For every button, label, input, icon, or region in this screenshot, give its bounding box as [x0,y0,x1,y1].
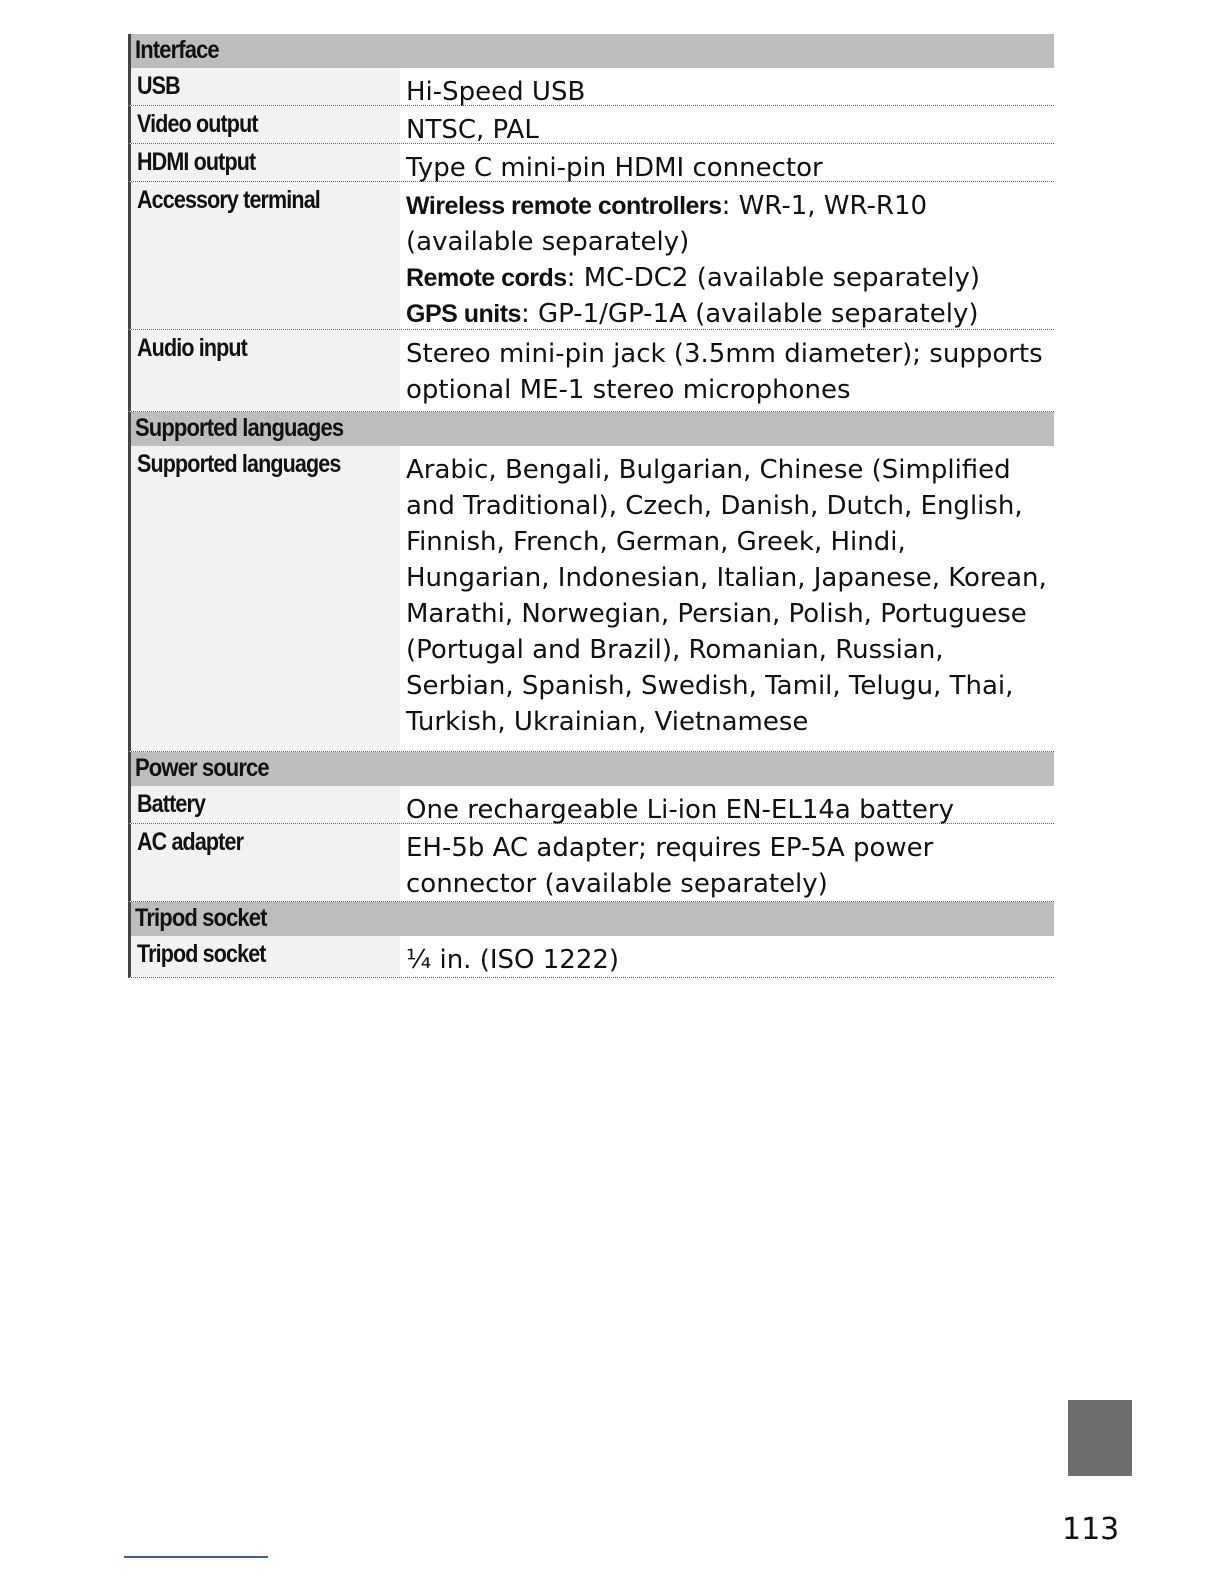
spec-value: ¼ in. (ISO 1222) [406,945,620,975]
spec-label: Audio input [128,330,400,411]
spec-row-tripod-socket [128,936,1054,978]
spec-value: One rechargeable Li-ion EN-EL14a battery [406,795,954,825]
accessory-wireless: Wireless remote controllers: WR-1, WR-R10 (available separately) [406,191,928,257]
page-number: 113 [1062,1512,1120,1547]
spec-value: Type C mini-pin HDMI connector [406,153,823,183]
section-title: Interface [135,36,219,64]
spec-label: Video output [128,106,400,143]
section-header-tripod-socket [128,902,1054,936]
spec-label: Supported languages [128,446,400,751]
spec-value: Hi-Speed USB [406,77,586,107]
spec-row-hdmi-output [128,144,1054,182]
spec-row-supported-languages [128,446,1054,752]
spec-row-usb [128,68,1054,106]
spec-row-audio-input [128,330,1054,412]
accessory-gps: GPS units: GP-1/GP-1A (available separately) [406,299,979,329]
spec-row-ac-adapter [128,824,1054,902]
spec-label: AC adapter [128,824,400,901]
section-header-supported-languages [128,412,1054,446]
spec-table [128,34,1054,978]
section-title: Tripod socket [135,904,267,932]
section-title: Supported languages [135,414,344,442]
section-title: Power source [135,754,269,782]
spec-label: Tripod socket [128,936,400,977]
section-header-interface [128,34,1054,68]
spec-label: Battery [128,786,400,823]
spec-value: Stereo mini-pin jack (3.5mm diameter); supports optional ME-1 stereo microphones [406,339,1043,405]
spec-label: Accessory terminal [128,182,400,329]
spec-row-battery [128,786,1054,824]
spec-value: Arabic, Bengali, Bulgarian, Chinese (Simplified and Traditional), Czech, Danish, Dutch, English, Finnish, French, German, Greek, Hindi, Hungarian, Indonesian, Italian, Japanese, Korean, Marathi, Norwegian, Persian, Polish, Portuguese (Portugal and Brazil), Romanian, Russian, Serbian, Spanish, Swedish, Tamil, Telugu, Thai, Turkish, Ukrainian, Vietnamese [406,455,1047,737]
spec-value: NTSC, PAL [406,115,539,145]
spec-value: EH-5b AC adapter; requires EP-5A power connector (available separately) [406,833,934,899]
footer-rule [124,1556,268,1558]
section-header-power-source [128,752,1054,786]
spec-label: USB [128,68,400,105]
spec-row-video-output [128,106,1054,144]
section-thumb-tab [1068,1400,1132,1476]
spec-label: HDMI output [128,144,400,181]
spec-row-accessory-terminal [128,182,1054,330]
spec-value [400,182,1054,329]
accessory-cords: Remote cords: MC-DC2 (available separately) [406,263,981,293]
